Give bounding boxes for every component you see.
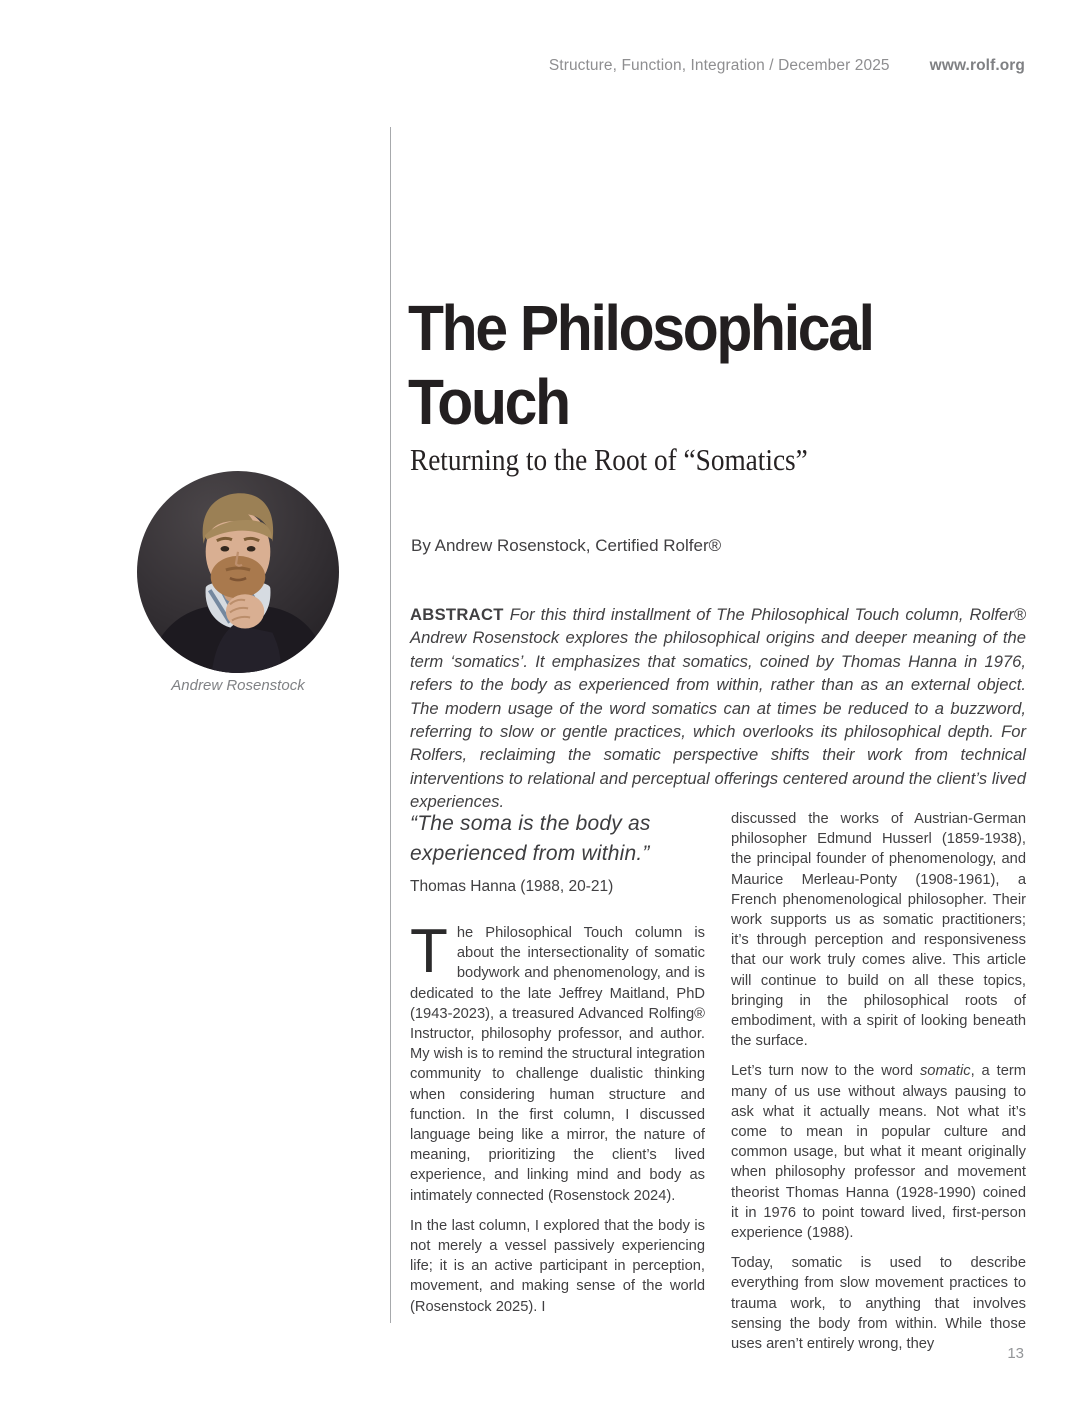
article-subtitle: Returning to the Root of “Somatics” bbox=[410, 442, 808, 477]
pull-quote: “The soma is the body as experienced from within.” bbox=[410, 812, 651, 865]
body-paragraph-text: he Philosophical Touch column is about the intersectionality of somatic bodywork and phenomenology, and is dedicated to the late Jeffrey Maitland, PhD (1943-2023), a treasured Advanced Rolfing® Instructor, philosophy professor, and author. My wish is to remind the structural integration community to challenge dualistic thinking when considering human structure and function. In the first column, I discussed language being like a mirror, the nature of meaning, prioritizing the client’s lived experience, and linking mind and body as intimately connected (Rosenstock 2024). bbox=[410, 925, 705, 1204]
body-paragraph: discussed the works of Austrian-German philosopher Edmund Husserl (1859-1938), the principal founder of phenomenology, and Maurice Merleau-Ponty (1908-1961), a French phenomenological philosopher. Their work supports us as somatic practitioners; it’s through perception and responsiveness that our work truly comes alive. This article will continue to build on all these topics, bringing in the philosophical roots of embodiment, with a spirit of looking beneath the surface. bbox=[731, 811, 1026, 1050]
author-photo bbox=[137, 471, 339, 673]
abstract-paragraph bbox=[410, 603, 1026, 814]
body-paragraph: In the last column, I explored that the body is not merely a vessel passively experiencing life; it is an active participant in perception, movement, and making sense of the world (Rosenstock 2025). I bbox=[410, 1217, 705, 1315]
body-paragraph-text: Let’s turn now to the word bbox=[731, 1063, 920, 1080]
vertical-divider-rule bbox=[390, 127, 391, 1323]
body-paragraph-italic-term: somatic bbox=[919, 1063, 971, 1080]
pull-quote-attribution: Thomas Hanna (1988, 20-21) bbox=[410, 878, 614, 895]
right-column bbox=[731, 809, 1026, 1364]
body-paragraph-text: , a term many of us use without always pausing to ask what it actually means. Not what it’s come to mean in popular culture and common usage, but what it meant originally when philosophy professor and movement theorist Thomas Hanna (1928-1990) coined it in 1976 to point toward lived, first-person experience (1988). bbox=[731, 1063, 1026, 1242]
author-portrait-illustration bbox=[137, 471, 339, 673]
article-title-line2: Touch bbox=[408, 366, 569, 438]
article-byline: By Andrew Rosenstock, Certified Rolfer® bbox=[411, 536, 722, 555]
drop-cap: T bbox=[410, 917, 448, 986]
body-paragraph-dropcap bbox=[410, 917, 705, 1206]
journal-website-label: www.rolf.org bbox=[929, 57, 1025, 74]
journal-issue-label: Structure, Function, Integration / December 2025 bbox=[548, 57, 890, 74]
abstract-text: For this third installment of The Philosophical Touch column, Rolfer® Andrew Rosenstock explores the philosophical origins and deeper meaning of the term ‘somatics’. It emphasizes that somatics, coined by Thomas Hanna in 1976, refers to the body as experienced from within, rather than as an external object. The modern usage of the word somatics can at times be reduced to a buzzword, referring to slow or gentle practices, which overlooks its philosophical depth. For Rolfers, reclaiming the somatic perspective shifts their work from technical interventions to relational and perceptual offerings centered around the client’s lived experiences. bbox=[410, 605, 1026, 812]
body-paragraph bbox=[731, 1061, 1026, 1243]
body-columns bbox=[410, 809, 1026, 1364]
body-paragraph: Today, somatic is used to describe everything from slow movement practices to trauma work, to anything that involves sensing the body from within. While those uses aren’t entirely wrong, they bbox=[731, 1255, 1026, 1353]
abstract-label: ABSTRACT bbox=[410, 605, 504, 624]
article-title bbox=[408, 291, 873, 439]
author-photo-caption: Andrew Rosenstock bbox=[171, 677, 305, 694]
article-title-line1: The Philosophical bbox=[408, 292, 873, 364]
page-header bbox=[549, 57, 1025, 75]
left-column bbox=[410, 809, 705, 1364]
page-number: 13 bbox=[1007, 1345, 1024, 1362]
